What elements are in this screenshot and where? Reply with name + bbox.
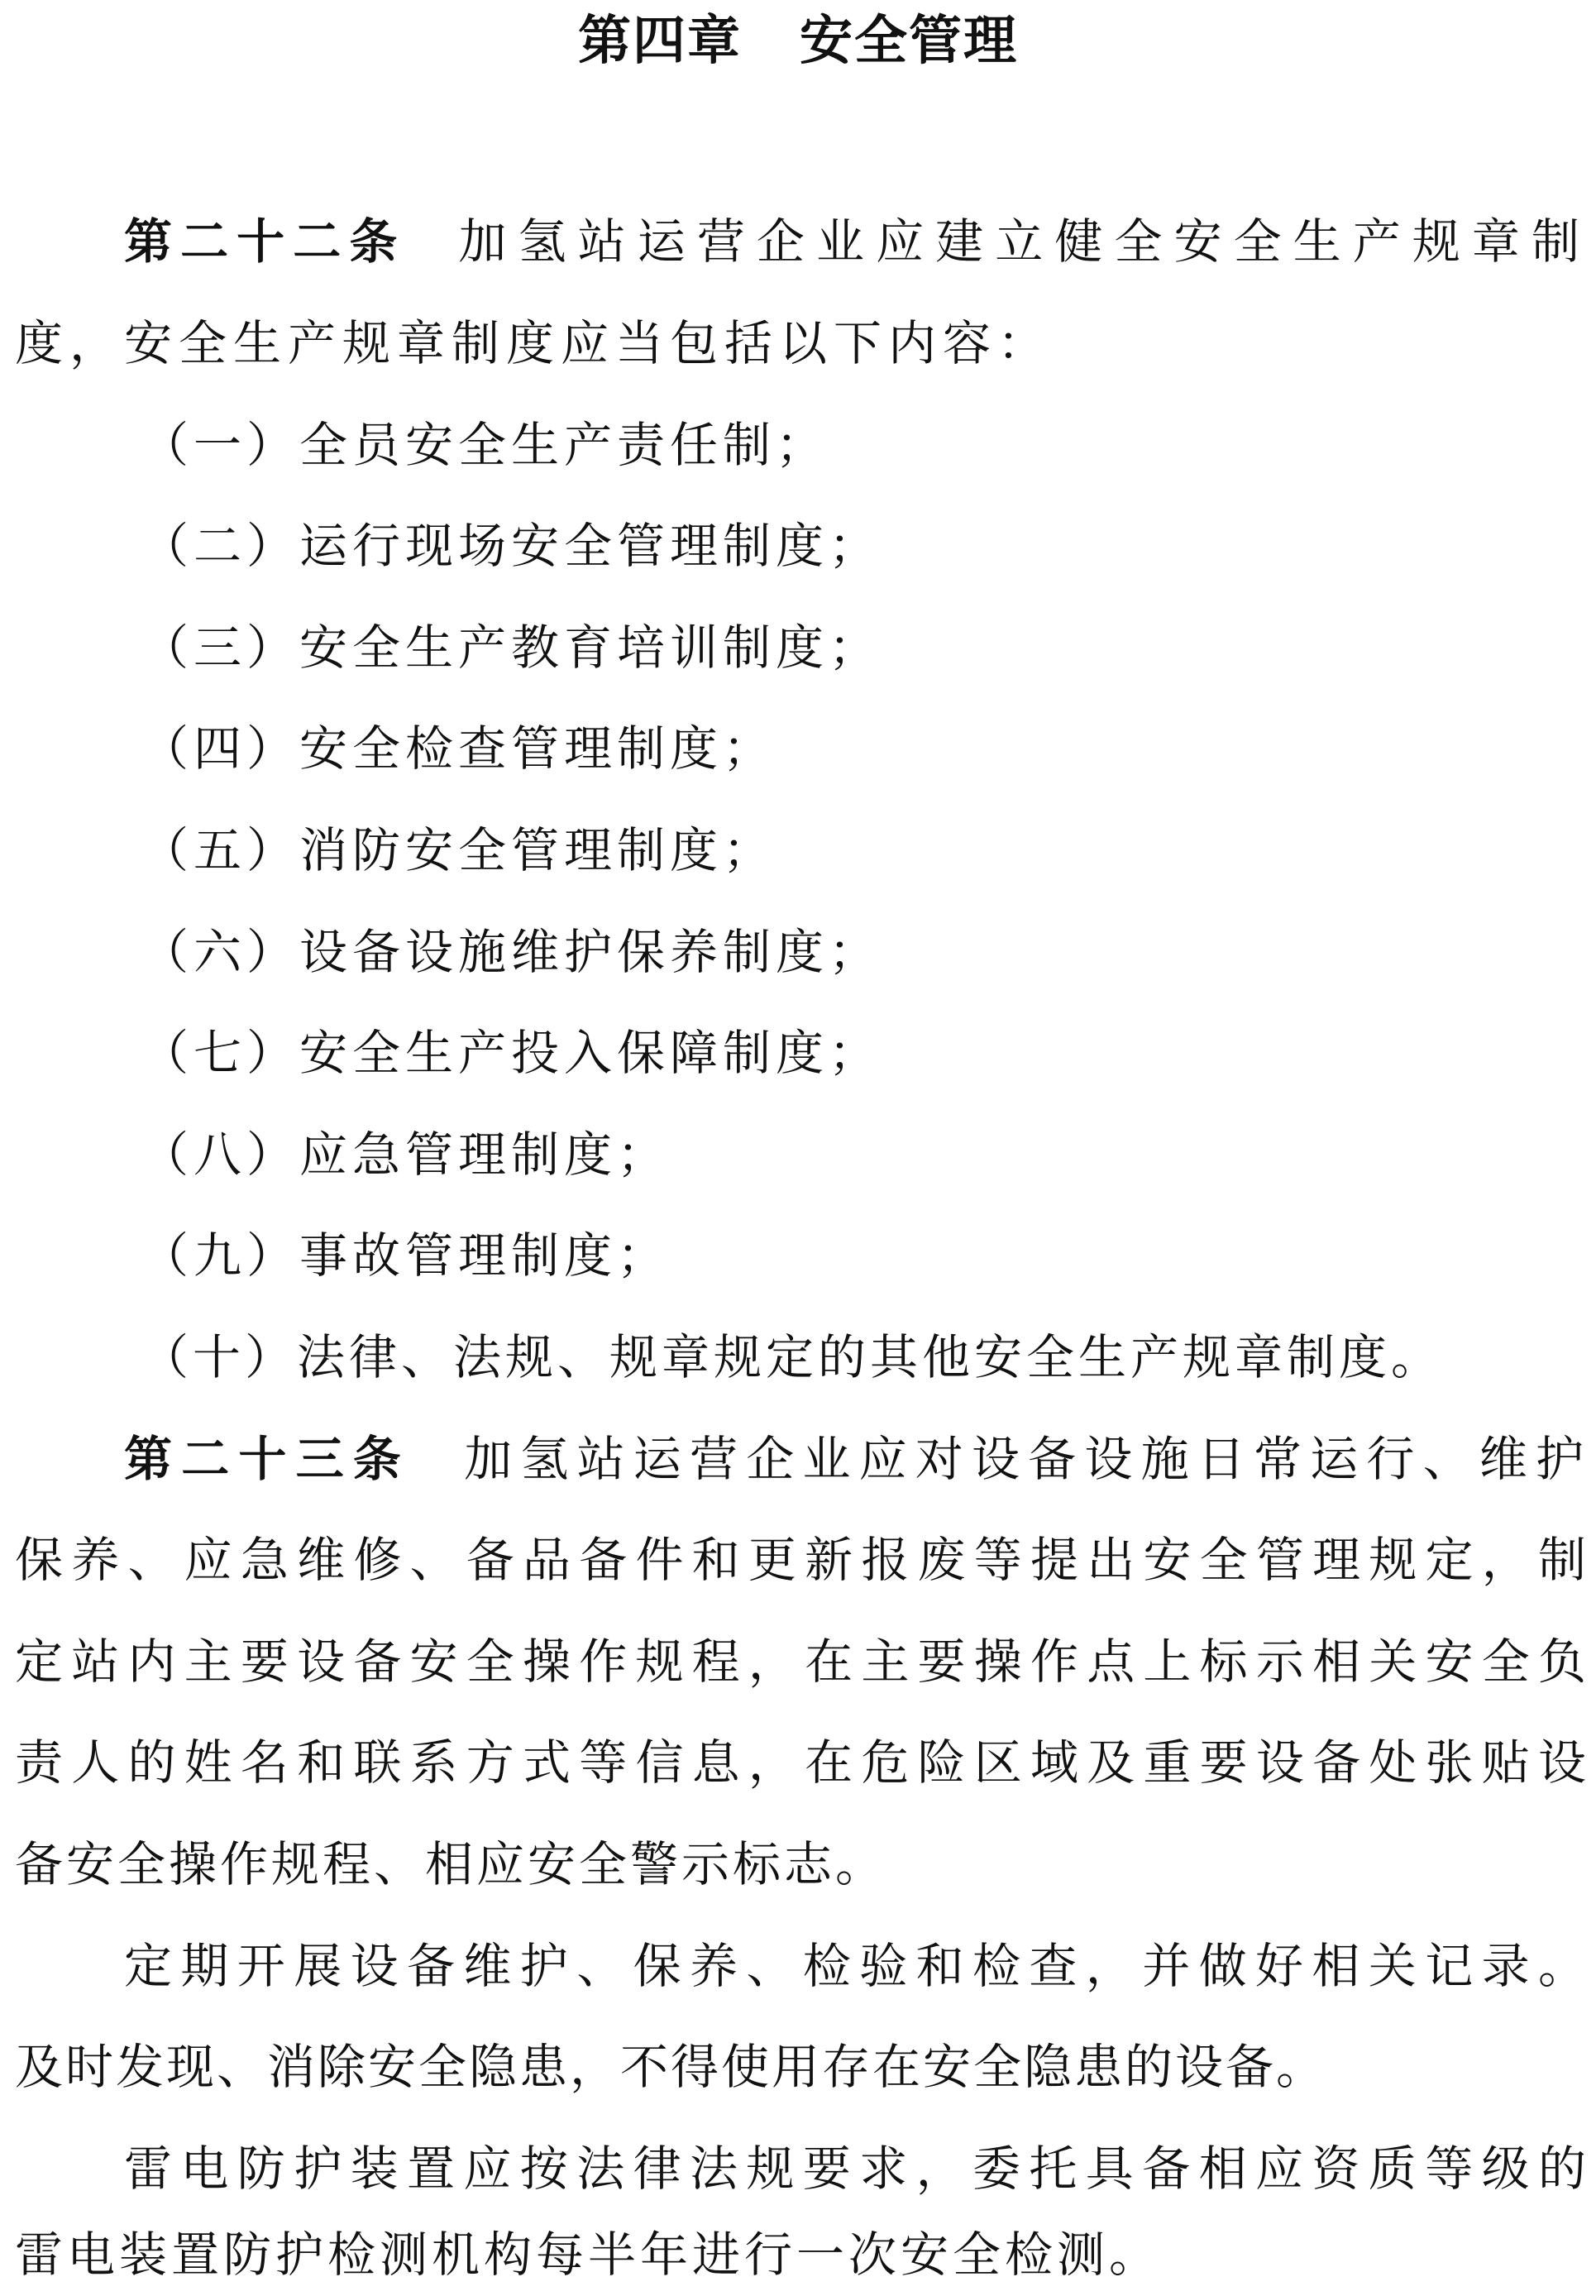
article-23-text-line-3: 定站内主要设备安全操作规程，在主要操作点上标示相关安全负 [15,1634,1586,1690]
list-item: （三）安全生产教育培训制度； [141,619,882,676]
article-23-paragraph-2-line-2: 及时发现、消除安全隐患，不得使用存在安全隐患的设备。 [15,2039,1327,2095]
list-item: （九）事故管理制度； [141,1227,671,1284]
article-23-first-line [124,1426,1586,1492]
article-22-text-line-1: 加氢站运营企业应建立健全安全生产规章制 [453,213,1586,270]
article-22-label: 第二十二条 [124,213,406,270]
chapter-number: 第四章 [578,11,742,72]
list-item: （八）应急管理制度； [141,1126,671,1183]
article-23-label: 第二十三条 [124,1431,410,1487]
list-item: （四）安全检查管理制度； [141,720,776,777]
article-23-text-line-1: 加氢站运营企业应对设备设施日常运行、维护 [458,1431,1586,1487]
chapter-name: 安全管理 [800,11,1018,72]
article-23-paragraph-2-line-1: 定期开展设备维护、保养、检验和检查，并做好相关记录。 [124,1938,1586,1994]
article-23-text-line-5: 备安全操作规程、相应安全警示标志。 [15,1836,887,1892]
list-item: （六）设备设施维护保养制度； [141,924,882,980]
article-23-paragraph-3-line-2: 雷电装置防护检测机构每半年进行一次安全检测。 [15,2227,1162,2283]
list-item: （五）消防安全管理制度； [141,822,776,878]
article-23-paragraph-3-line-1: 雷电防护装置应按法律法规要求，委托具备相应资质等级的 [124,2141,1586,2197]
article-22-text-line-2: 度，安全生产规章制度应当包括以下内容： [15,315,1053,371]
list-item: （二）运行现场安全管理制度； [141,518,882,574]
article-23-text-line-2: 保养、应急维修、备品备件和更新报废等提出安全管理规定，制 [15,1532,1586,1588]
chapter-title [0,8,1596,74]
list-item: （一）全员安全生产责任制； [141,417,829,473]
article-22-first-line [124,208,1586,275]
article-23-text-line-4: 责人的姓名和联系方式等信息，在危险区域及重要设备处张贴设 [15,1734,1586,1791]
list-item: （十）法律、法规、规章规定的其他安全生产规章制度。 [141,1329,1444,1385]
list-item: （七）安全生产投入保障制度； [141,1025,882,1081]
